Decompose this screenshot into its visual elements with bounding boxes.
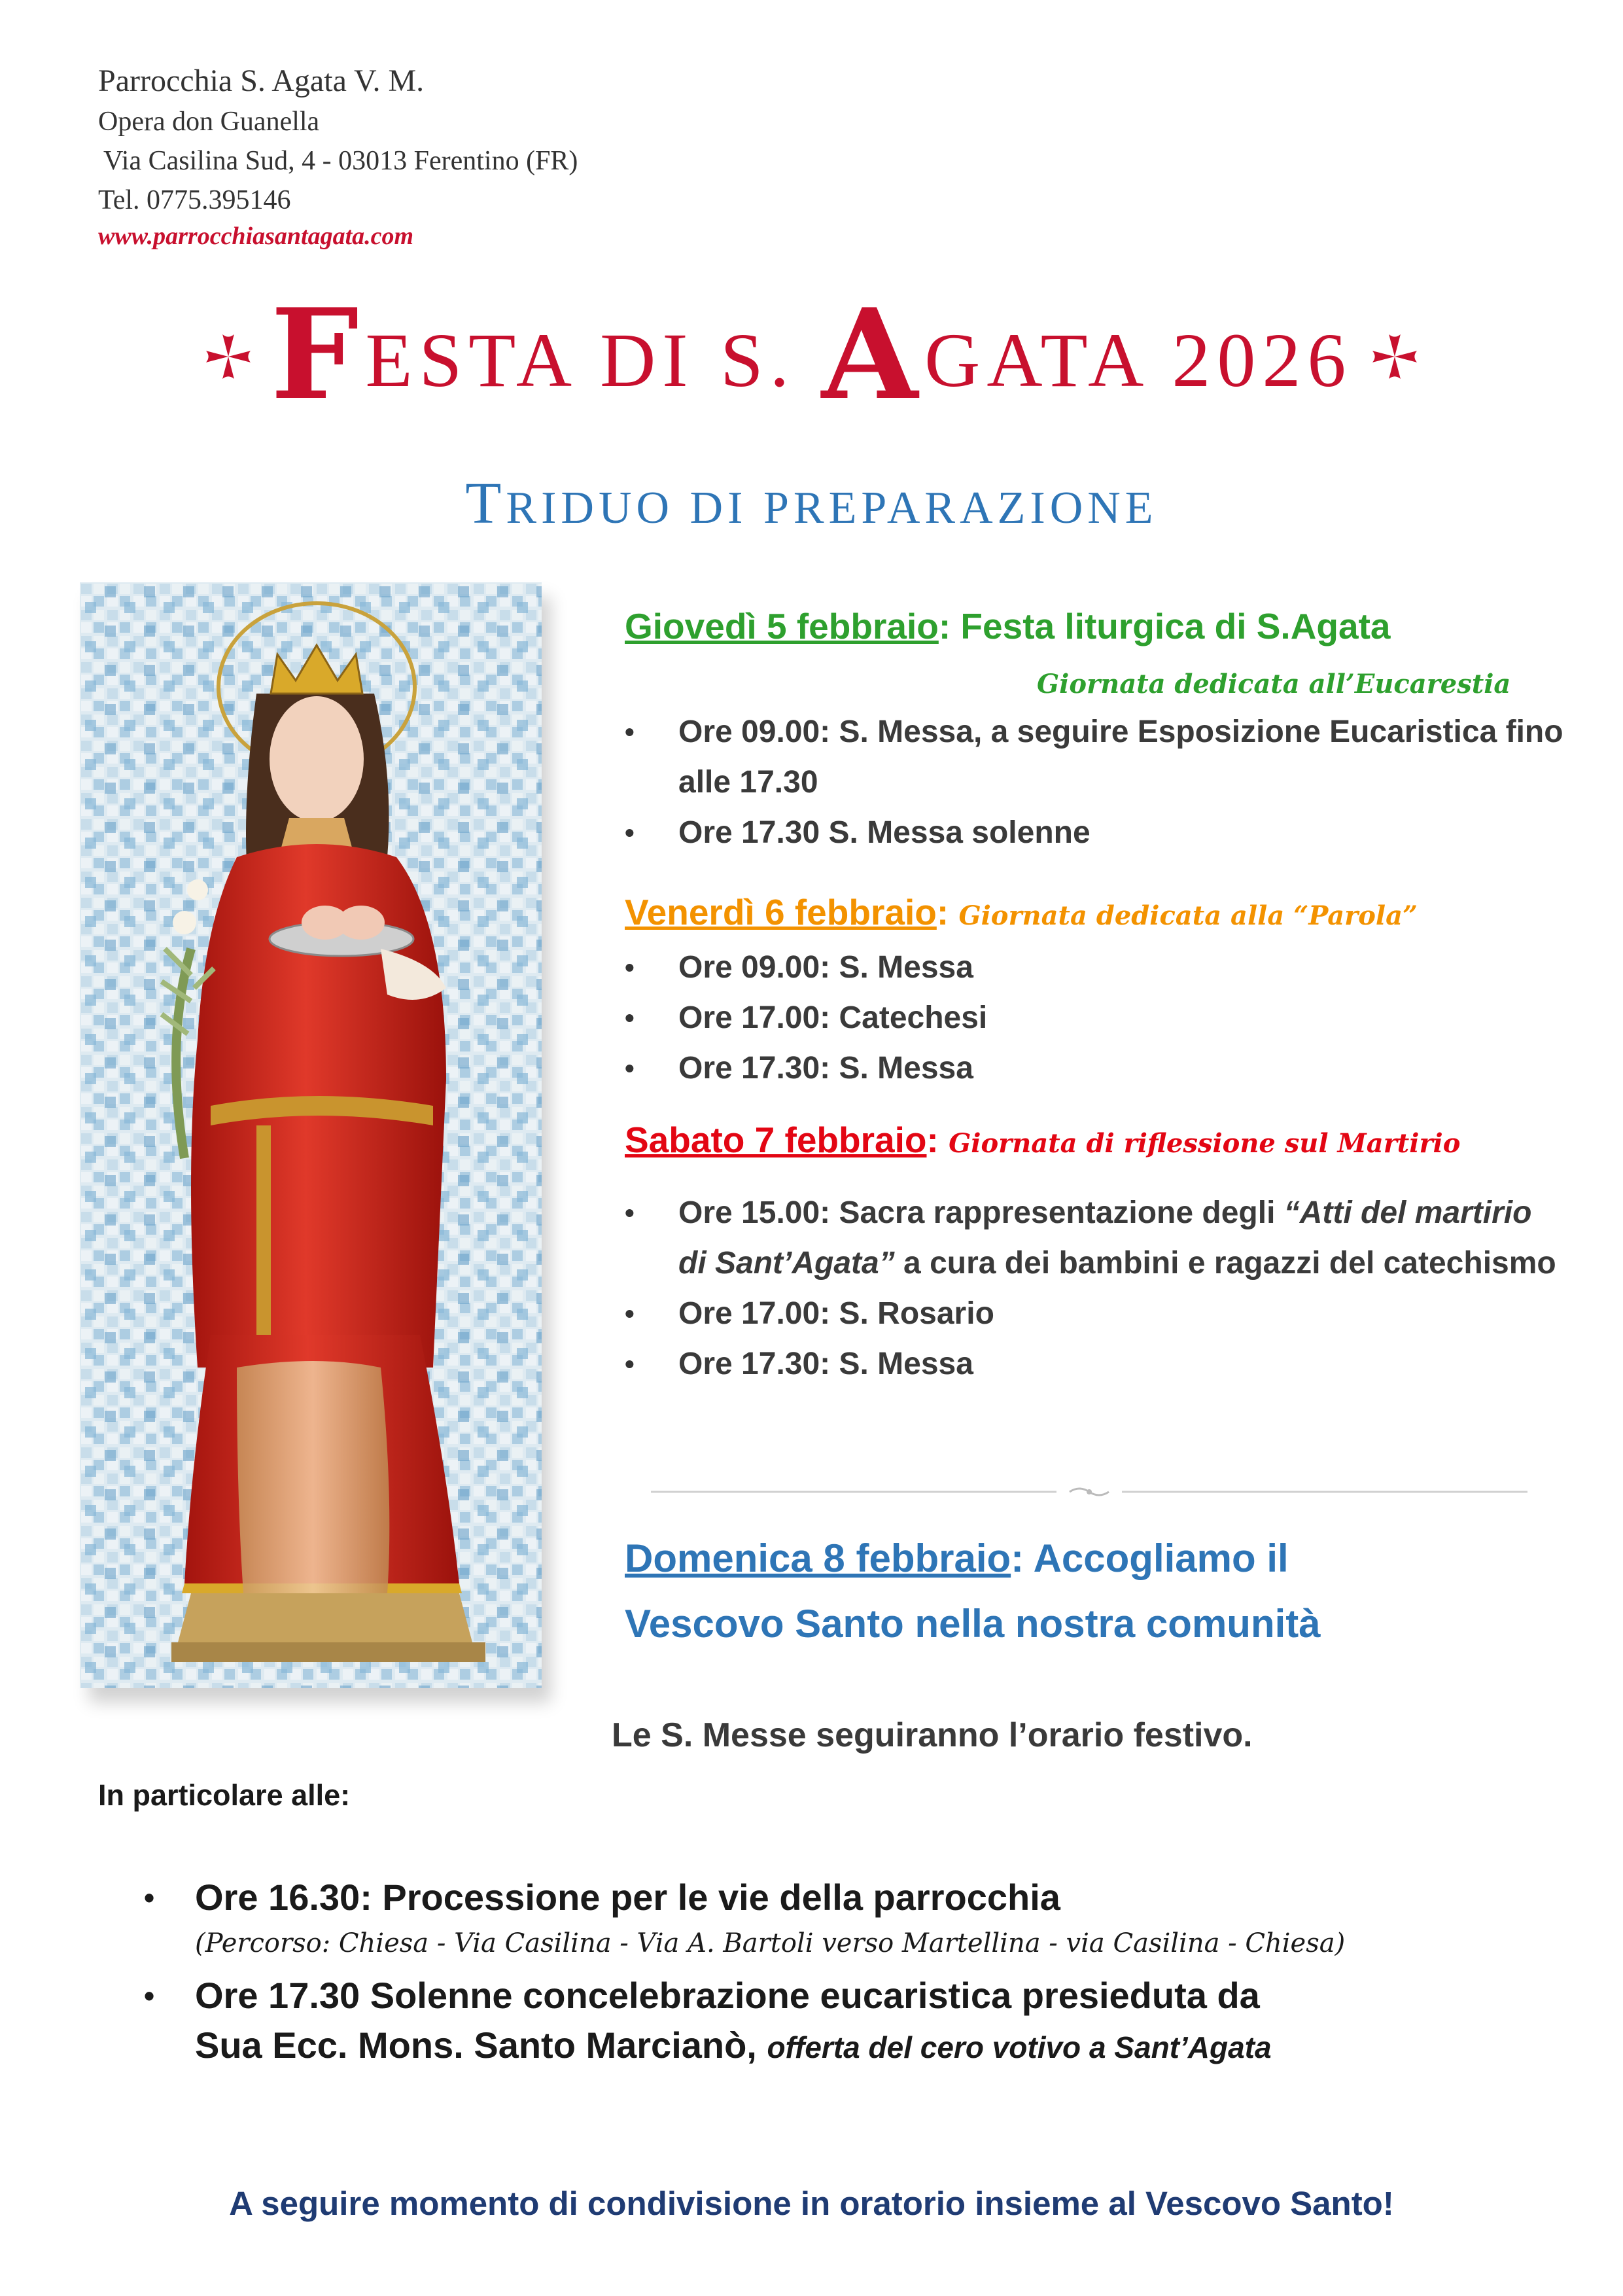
subtitle bbox=[0, 470, 1623, 537]
sunday-program-list bbox=[144, 1873, 1583, 2072]
saint-agata-statue-image bbox=[80, 582, 542, 1688]
parish-phone: Tel. 0775.395146 bbox=[98, 185, 291, 215]
parish-website-link[interactable]: www.parrocchiasantagata.com bbox=[98, 222, 414, 250]
subtitle-initial-t: T bbox=[465, 471, 506, 536]
title-text-1: ESTA DI S. bbox=[365, 317, 822, 403]
thursday-title: : Festa liturgica di S.Agata bbox=[938, 606, 1391, 646]
saturday-theme: Giornata di riflessione sul Martirio bbox=[949, 1128, 1461, 1159]
saturday-date: Sabato 7 febbraio bbox=[625, 1120, 927, 1160]
parish-header bbox=[98, 60, 578, 253]
thursday-list bbox=[625, 707, 1567, 858]
list-item: • Ore 16.30: Processione per le vie della parrocchia (Percorso: Chiesa - Via Casilina - Via A. Bartoli verso Martellina - via Casilina - Chiesa) bbox=[144, 1873, 1583, 1964]
list-item: • Ore 17.30 S. Messa solenne bbox=[625, 807, 1567, 858]
friday-heading: Venerdì 6 febbraio: Giornata dedicata alla “Parola” bbox=[625, 892, 1418, 932]
list-item: • Ore 17.30: S. Messa bbox=[625, 1339, 1567, 1389]
sunday-heading: Domenica 8 febbraio: Accogliamo il Vescovo Santo nella nostra comunità bbox=[625, 1536, 1321, 1646]
friday-theme: Giornata dedicata alla “Parola” bbox=[958, 900, 1418, 931]
page-title bbox=[0, 281, 1623, 427]
list-item: • Ore 17.00: S. Rosario bbox=[625, 1288, 1567, 1339]
thursday-heading bbox=[625, 605, 1391, 647]
title-initial-f: F bbox=[270, 281, 366, 427]
list-item: • Ore 09.00: S. Messa bbox=[625, 942, 1567, 993]
title-initial-a: A bbox=[821, 281, 925, 427]
parish-name: Parrocchia S. Agata V. M. bbox=[98, 63, 425, 98]
parish-address: Via Casilina Sud, 4 - 03013 Ferentino (FR) bbox=[103, 146, 578, 176]
closing-line: A seguire momento di condivisione in oratorio insieme al Vescovo Santo! bbox=[229, 2185, 1394, 2222]
list-item: • Ore 17.00: Catechesi bbox=[625, 993, 1567, 1043]
friday-list bbox=[625, 942, 1567, 1093]
saturday-heading: Sabato 7 febbraio: Giornata di riflessione sul Martirio bbox=[625, 1120, 1461, 1160]
messe-note: Le S. Messe seguiranno l’orario festivo. bbox=[612, 1716, 1253, 1754]
title-text-2: GATA 2026 bbox=[924, 317, 1353, 403]
subtitle-text-1: RIDUO DI bbox=[506, 483, 763, 533]
list-item: • Ore 17.30 Solenne concelebrazione eucaristica presieduta da Sua Ecc. Mons. Santo Marcianò, offerta del cero votivo a Sant’Agata bbox=[144, 1971, 1583, 2072]
list-item: • Ore 17.30: S. Messa bbox=[625, 1043, 1567, 1093]
percorso-note: (Percorso: Chiesa - Via Casilina - Via A. Bartoli verso Martellina - via Casilina - Chiesa) bbox=[195, 1928, 1346, 1958]
list-item: • Ore 09.00: S. Messa, a seguire Esposizione Eucaristica fino alle 17.30 bbox=[625, 707, 1567, 807]
cross-icon-right bbox=[1370, 332, 1419, 381]
thursday-theme: Giornata dedicata all’Eucarestia bbox=[1037, 669, 1511, 699]
subtitle-initial-p: P bbox=[763, 483, 794, 533]
list-item: • Ore 15.00: Sacra rappresentazione degli “Atti del martirio di Sant’Agata” a cura dei bambini e ragazzi del catechismo bbox=[625, 1188, 1567, 1288]
thursday-date: Giovedì 5 febbraio bbox=[625, 606, 939, 646]
cross-icon-left bbox=[204, 332, 253, 381]
saturday-list bbox=[625, 1188, 1567, 1389]
parish-order: Opera don Guanella bbox=[98, 107, 320, 137]
friday-date: Venerdì 6 febbraio bbox=[625, 892, 937, 932]
ornament-divider bbox=[651, 1485, 1527, 1498]
subtitle-text-2: REPARAZIONE bbox=[793, 483, 1158, 533]
particolare-label: In particolare alle: bbox=[98, 1778, 351, 1812]
sunday-date: Domenica 8 febbraio bbox=[625, 1536, 1011, 1580]
